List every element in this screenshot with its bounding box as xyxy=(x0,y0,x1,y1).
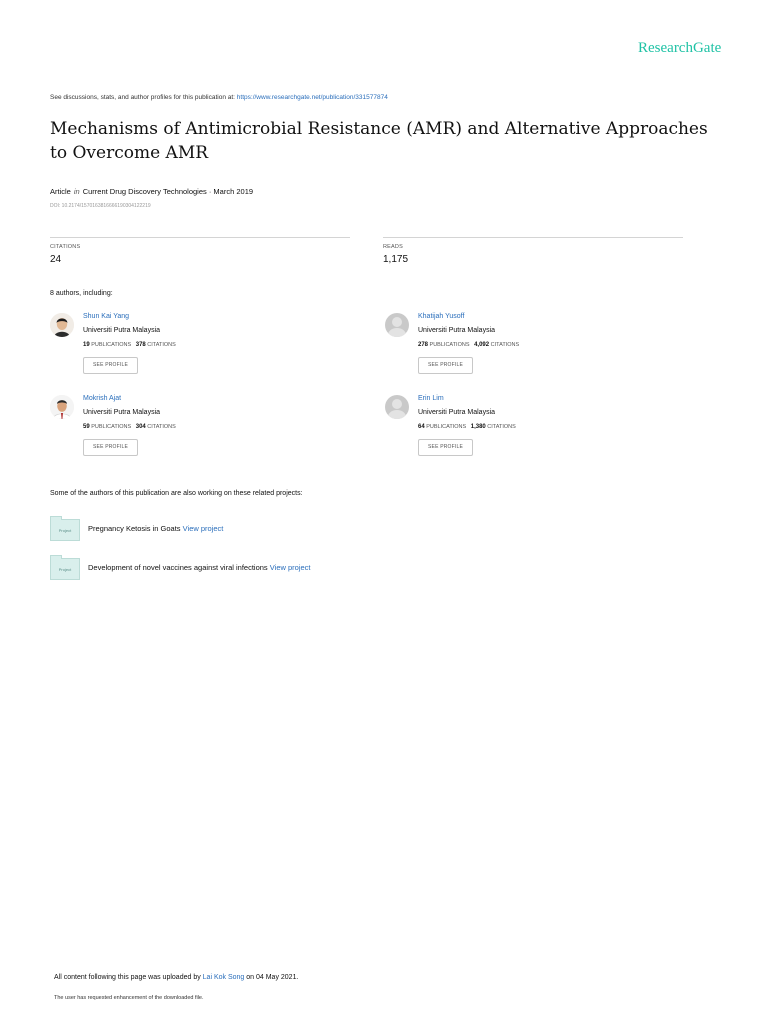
avatar-photo-icon xyxy=(50,395,74,419)
default-avatar-icon[interactable] xyxy=(385,313,409,337)
uploader-link[interactable]: Lai Kok Song xyxy=(202,974,245,981)
in-word: in xyxy=(73,187,80,196)
project-folder-icon xyxy=(50,558,80,580)
project-title: Pregnancy Ketosis in Goats xyxy=(88,524,181,533)
publications-label: PUBLICATIONS xyxy=(426,424,467,430)
author-card xyxy=(50,313,350,383)
see-profile-button[interactable]: SEE PROFILE xyxy=(83,357,138,374)
paper-title: Mechanisms of Antimicrobial Resistance (AMR) and Alternative Approaches to Overcome AMR xyxy=(50,119,708,163)
author-avatar[interactable] xyxy=(50,395,74,419)
author-institution: Universiti Putra Malaysia xyxy=(418,409,496,416)
publications-label: PUBLICATIONS xyxy=(91,342,132,348)
publications-count: 59 xyxy=(83,424,90,430)
citations-label: CITATIONS xyxy=(147,424,176,430)
publication-url-link[interactable]: https://www.researchgate.net/publication/331577874 xyxy=(236,94,388,101)
author-institution: Universiti Putra Malaysia xyxy=(418,327,496,334)
citations-count: 378 xyxy=(135,342,146,348)
projects-heading: Some of the authors of this publication are also working on these related projects: xyxy=(50,490,303,497)
citations-label: CITATIONS xyxy=(490,342,520,348)
researchgate-logo[interactable]: ResearchGate xyxy=(638,40,722,56)
see-profile-button[interactable]: SEE PROFILE xyxy=(83,439,138,456)
author-name-link[interactable]: Khatijah Yusoff xyxy=(418,313,465,320)
doi-text: DOI: 10.2174/1570163816666190304122219 xyxy=(50,203,151,209)
project-item xyxy=(50,519,650,543)
author-card xyxy=(50,395,350,465)
citations-count: 1,380 xyxy=(470,424,486,430)
project-line xyxy=(88,563,311,572)
avatar-photo-icon xyxy=(50,313,74,337)
author-stats xyxy=(418,424,516,430)
discussion-line xyxy=(50,94,388,101)
author-stats xyxy=(418,342,519,348)
publications-count: 278 xyxy=(418,342,429,348)
author-institution: Universiti Putra Malaysia xyxy=(83,409,161,416)
citations-label: CITATIONS xyxy=(147,342,176,348)
journal-date: Current Drug Discovery Technologies · March 2019 xyxy=(82,187,254,196)
authors-heading: 8 authors, including: xyxy=(50,290,113,297)
project-folder-icon xyxy=(50,519,80,541)
see-profile-button[interactable]: SEE PROFILE xyxy=(418,357,473,374)
paper-meta xyxy=(50,187,253,196)
divider-right xyxy=(383,237,683,238)
reads-label: READS xyxy=(383,244,403,250)
view-project-link[interactable]: View project xyxy=(269,563,311,572)
publications-count: 19 xyxy=(83,342,90,348)
project-item xyxy=(50,558,650,582)
author-institution: Universiti Putra Malaysia xyxy=(83,327,161,334)
project-line xyxy=(88,524,223,533)
author-card xyxy=(385,395,685,465)
reads-value: 1,175 xyxy=(383,254,409,265)
author-stats xyxy=(83,424,176,430)
citations-count: 4,092 xyxy=(474,342,490,348)
author-name-link[interactable]: Shun Kai Yang xyxy=(83,313,130,320)
author-name-link[interactable]: Erin Lim xyxy=(418,395,444,402)
author-avatar[interactable] xyxy=(50,313,74,337)
citations-label: CITATIONS xyxy=(487,424,516,430)
project-icon-label: Project xyxy=(58,567,72,572)
project-title: Development of novel vaccines against viral infections xyxy=(88,563,268,572)
citations-count: 304 xyxy=(135,424,146,430)
citations-label: CITATIONS xyxy=(50,244,81,250)
article-type: Article xyxy=(50,187,71,196)
author-card xyxy=(385,313,685,383)
citations-value: 24 xyxy=(50,254,62,265)
author-name-link[interactable]: Mokrish Ajat xyxy=(83,395,122,402)
default-avatar-icon[interactable] xyxy=(385,395,409,419)
author-stats xyxy=(83,342,176,348)
view-project-link[interactable]: View project xyxy=(182,524,224,533)
uploaded-suffix: on 04 May 2021. xyxy=(244,974,299,981)
uploaded-prefix: All content following this page was uploaded by xyxy=(54,974,203,981)
publications-label: PUBLICATIONS xyxy=(429,342,470,348)
project-icon-label: Project xyxy=(58,528,72,533)
publications-count: 64 xyxy=(418,424,425,430)
discussion-text: See discussions, stats, and author profiles for this publication at: xyxy=(50,94,237,101)
divider-left xyxy=(50,237,350,238)
enhancement-note: The user has requested enhancement of the downloaded file. xyxy=(54,995,204,1001)
see-profile-button[interactable]: SEE PROFILE xyxy=(418,439,473,456)
publications-label: PUBLICATIONS xyxy=(91,424,132,430)
upload-notice xyxy=(54,974,298,981)
